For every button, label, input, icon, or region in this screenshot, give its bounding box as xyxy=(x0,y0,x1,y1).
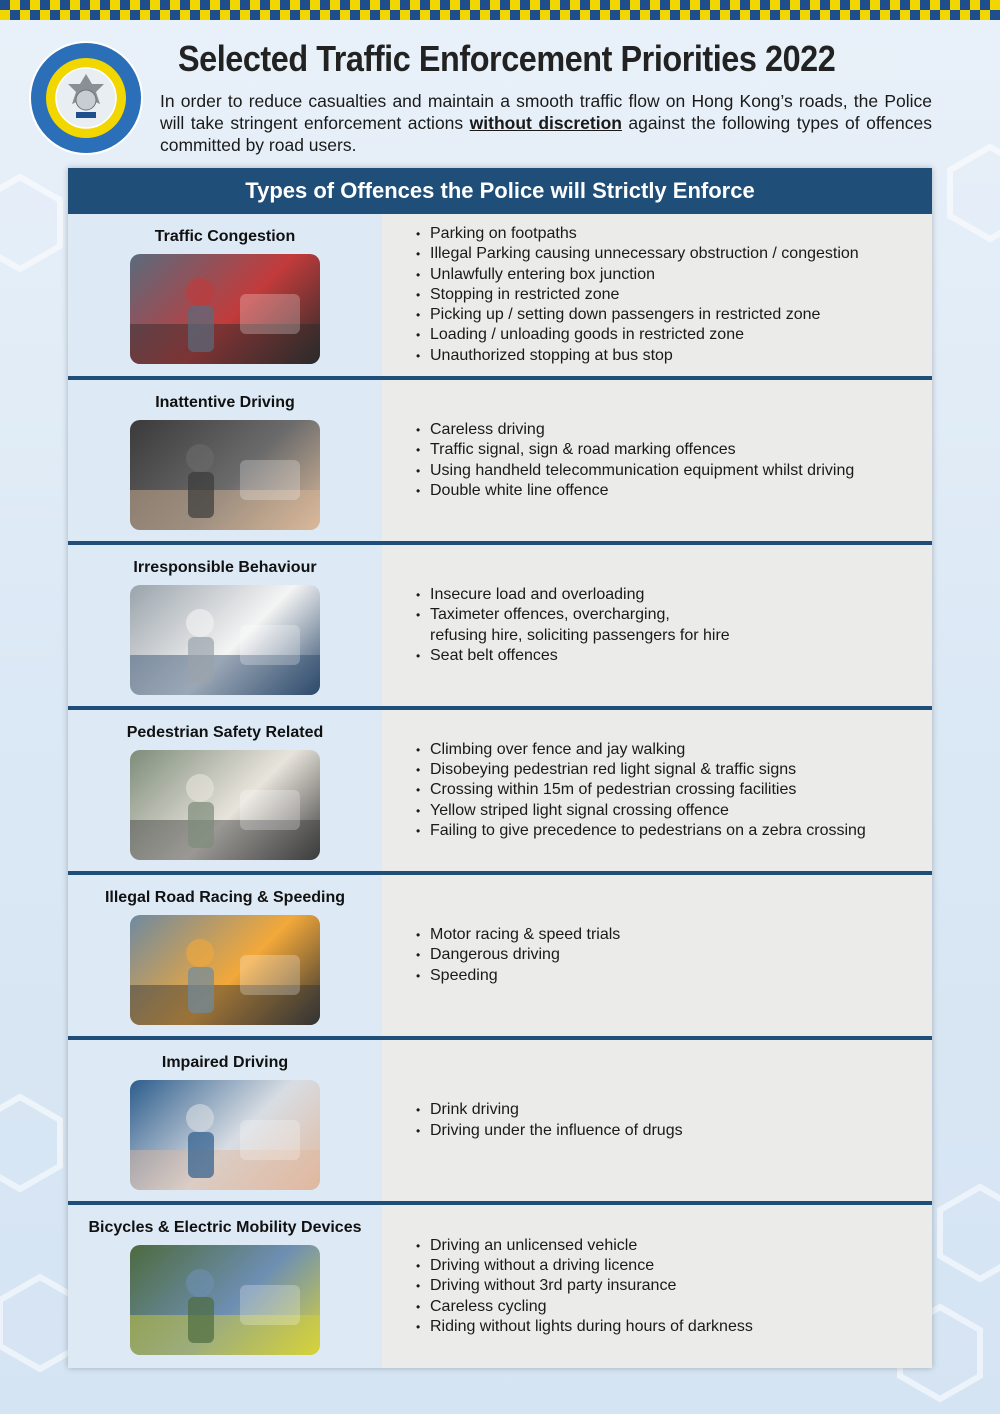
category-title: Bicycles & Electric Mobility Devices xyxy=(88,1219,362,1236)
category-cell xyxy=(68,214,382,376)
offence-item: • Failing to give precedence to pedestrians on a zebra crossing xyxy=(416,821,866,841)
impounded-sports-cars-photo xyxy=(130,915,320,1025)
checkered-top-border xyxy=(0,0,1000,20)
offence-row xyxy=(68,541,932,706)
offence-item: • Driving without 3rd party insurance xyxy=(416,1276,753,1296)
offence-item: refusing hire, soliciting passengers for hire xyxy=(430,626,730,644)
offence-item: • Riding without lights during hours of darkness xyxy=(416,1317,753,1337)
category-title: Impaired Driving xyxy=(161,1054,289,1071)
offence-item: • Careless cycling xyxy=(416,1297,753,1317)
offence-item: • Crossing within 15m of pedestrian crossing facilities xyxy=(416,780,866,800)
offence-list-cell xyxy=(382,1205,932,1368)
offence-item: • Driving an unlicensed vehicle xyxy=(416,1236,753,1256)
offence-item: • Traffic signal, sign & road marking offences xyxy=(416,440,854,460)
offence-item: • Climbing over fence and jay walking xyxy=(416,740,866,760)
offence-item: • Disobeying pedestrian red light signal & traffic signs xyxy=(416,760,866,780)
category-title: Traffic Congestion xyxy=(154,228,296,245)
offence-item: • Using handheld telecommunication equipment whilst driving xyxy=(416,461,854,481)
intro-text-start: In order to reduce casualties and maintain a smooth traffic flow on Hong Kong’s roads, the Police will take stringent enforcement actions xyxy=(160,91,932,133)
officer-with-cyclist-photo xyxy=(130,1245,320,1355)
offence-row xyxy=(68,871,932,1036)
offence-row xyxy=(68,376,932,541)
officer-with-elderly-pedestrian-photo xyxy=(130,750,320,860)
police-emblem-logo xyxy=(28,40,144,156)
breath-test-photo xyxy=(130,1080,320,1190)
offence-row xyxy=(68,1036,932,1201)
offence-item: • Drink driving xyxy=(416,1100,683,1120)
offence-item: • Driving without a driving licence xyxy=(416,1256,753,1276)
offence-item: • Unlawfully entering box junction xyxy=(416,265,859,285)
intro-emphasis: without discretion xyxy=(469,113,622,133)
category-title: Pedestrian Safety Related xyxy=(126,724,324,741)
offence-item: • Insecure load and overloading xyxy=(416,585,730,605)
offence-item: • Speeding xyxy=(416,966,620,986)
offence-item: • Stopping in restricted zone xyxy=(416,285,859,305)
offence-item: • Motor racing & speed trials xyxy=(416,925,620,945)
page-title: Selected Traffic Enforcement Priorities 2022 xyxy=(178,38,836,79)
category-title: Inattentive Driving xyxy=(155,394,295,411)
offence-list xyxy=(382,420,854,501)
police-officer-at-car-window-photo xyxy=(130,254,320,364)
offence-list-cell xyxy=(382,710,932,871)
intro-paragraph xyxy=(160,90,932,156)
offences-panel xyxy=(68,168,932,1368)
offence-list xyxy=(382,1100,683,1140)
offence-row xyxy=(68,214,932,376)
panel-heading: Types of Offences the Police will Strictly Enforce xyxy=(68,168,932,214)
offence-item: • Unauthorized stopping at bus stop xyxy=(416,346,859,366)
offence-item: • Yellow striped light signal crossing offence xyxy=(416,801,866,821)
offence-list xyxy=(382,585,730,666)
offence-item: • Driving under the influence of drugs xyxy=(416,1121,683,1141)
offence-list-cell xyxy=(382,380,932,541)
category-cell xyxy=(68,545,382,706)
category-cell xyxy=(68,1205,382,1368)
offence-list xyxy=(382,740,866,841)
offence-list xyxy=(382,224,859,365)
offence-item: • Careless driving xyxy=(416,420,854,440)
loading-truck-photo xyxy=(130,585,320,695)
offence-list-cell xyxy=(382,875,932,1036)
driver-using-phone-photo xyxy=(130,420,320,530)
category-title: Irresponsible Behaviour xyxy=(133,559,317,576)
offence-list-cell xyxy=(382,545,932,706)
offence-row xyxy=(68,1201,932,1368)
offence-list xyxy=(382,925,620,986)
offence-list xyxy=(382,1236,753,1337)
offence-item: • Picking up / setting down passengers in restricted zone xyxy=(416,305,859,325)
category-cell xyxy=(68,875,382,1036)
offence-item: • Parking on footpaths xyxy=(416,224,859,244)
offence-item: • Double white line offence xyxy=(416,481,854,501)
offence-list-cell xyxy=(382,1040,932,1201)
offence-item: • Illegal Parking causing unnecessary obstruction / congestion xyxy=(416,244,859,264)
category-cell xyxy=(68,1040,382,1201)
offence-list-cell xyxy=(382,214,932,376)
offence-item: • Seat belt offences xyxy=(416,646,730,666)
offence-row xyxy=(68,706,932,871)
offence-item: • Loading / unloading goods in restricted zone xyxy=(416,325,859,345)
intro-text-end: against the following types of offences committed by road users. xyxy=(160,113,932,155)
category-title: Illegal Road Racing & Speeding xyxy=(104,889,346,906)
category-cell xyxy=(68,380,382,541)
offence-item: • Taximeter offences, overcharging, xyxy=(416,605,730,625)
offence-item: • Dangerous driving xyxy=(416,945,620,965)
category-cell xyxy=(68,710,382,871)
